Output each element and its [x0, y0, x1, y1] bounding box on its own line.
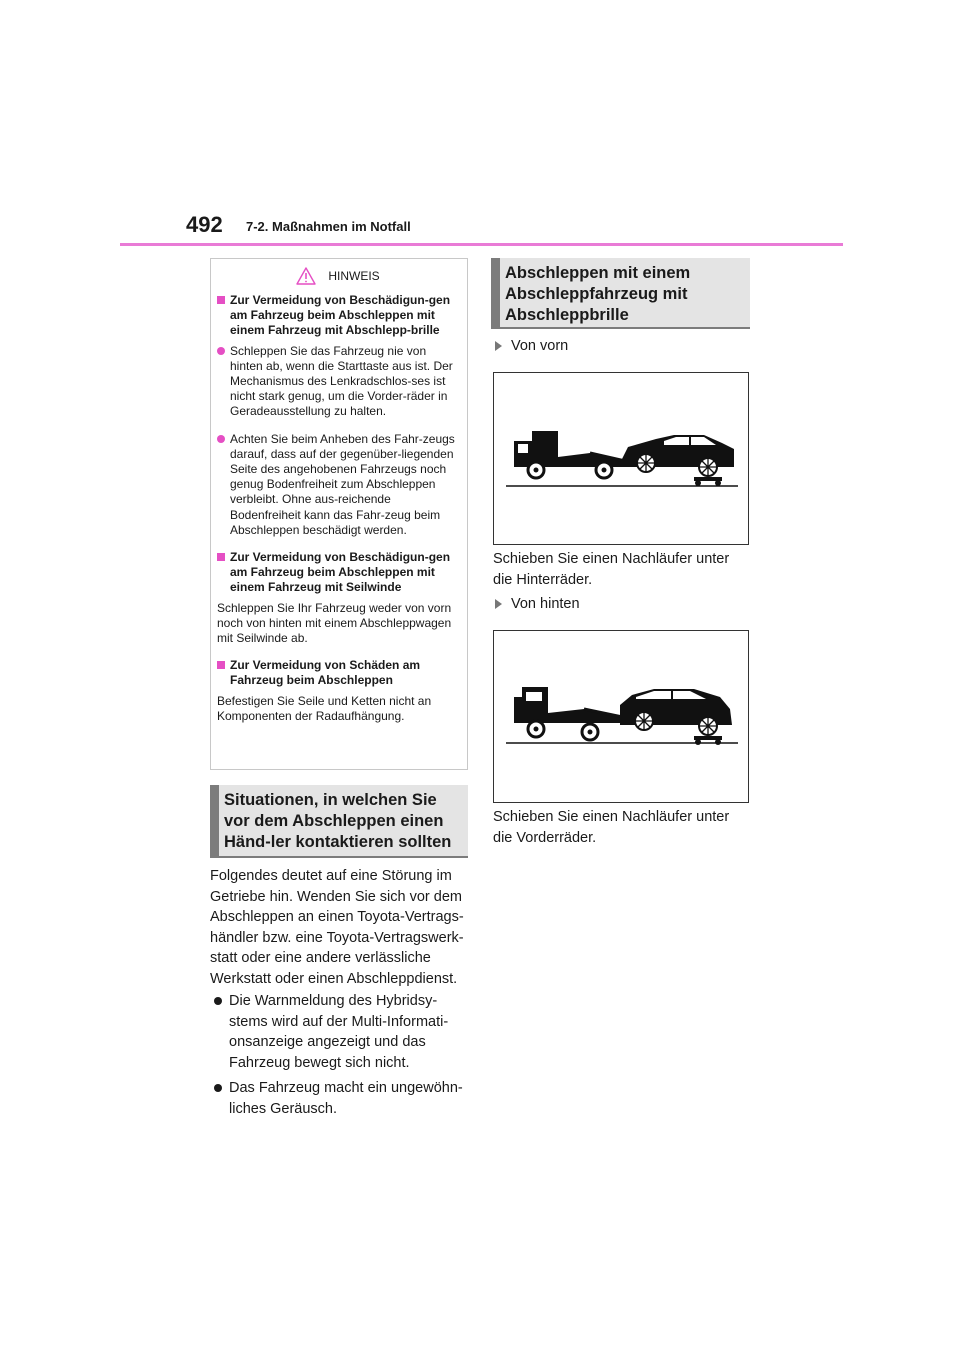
page-number: 492 — [186, 212, 223, 237]
section-heading-dealer-contact: Situationen, in welchen Sie vor dem Abschleppen einen Händ-ler kontaktieren sollten — [210, 785, 468, 858]
notice-header — [217, 259, 459, 293]
towed-vehicle-icon — [622, 435, 734, 486]
front-towing-label: Von vorn — [493, 336, 568, 356]
towed-vehicle-icon — [620, 689, 732, 745]
notice-bullet-ground-clearance: Achten Sie beim Anheben des Fahr-zeugs darauf, dass auf der gegenüber-liegenden Seite des angehobenen Fahrzeugs noch genug Bodenfreiheit zum Abschleppen verbleibt. Ohne aus-reichende Bodenfreiheit kann das Fahr-zeug beim Abschleppen beschädigt werden. — [217, 432, 459, 538]
notice-heading-glasses: Zur Vermeidung von Beschädigun-gen am Fahrzeug beim Abschleppen mit einem Fahrzeug mit Abschlepp-brille — [217, 293, 459, 339]
notice-text-winch: Schleppen Sie Ihr Fahrzeug weder von vorn noch von hinten mit einem Abschleppwagen mit Seilwinde ab. — [217, 600, 452, 646]
list-item: Das Fahrzeug macht ein ungewöhn-liches Geräusch. — [212, 1078, 472, 1119]
notice-text-suspension: Befestigen Sie Seile und Ketten nicht an Komponenten der Radaufhängung. — [217, 693, 432, 723]
notice-box — [210, 258, 468, 770]
section-reference: 7-2. Maßnahmen im Notfall — [246, 219, 411, 234]
notice-heading-suspension: Zur Vermeidung von Schäden am Fahrzeug beim Abschleppen — [217, 658, 459, 688]
notice-bullet-steering-lock: Schleppen Sie das Fahrzeug nie von hinten ab, wenn die Starttaste aus ist. Der Mechanismus des Lenkradschlos-ses ist nicht stark genug, um die Vorder-räder in Geradeausstellung zu halten. — [217, 344, 459, 420]
notice-heading-winch: Zur Vermeidung von Beschädigun-gen am Fahrzeug beim Abschleppen mit einem Fahrzeug mit Seilwinde — [217, 550, 459, 596]
section-heading-towing-glasses: Abschleppen mit einem Abschleppfahrzeug mit Abschleppbrille — [491, 258, 750, 329]
tow-truck-icon — [514, 431, 634, 478]
notice-title: HINWEIS — [328, 269, 380, 283]
list-item: Die Warnmeldung des Hybridsy-stems wird auf der Multi-Informati-onsanzeige angezeigt und das Fahrzeug bewegt sich nicht. — [212, 991, 472, 1073]
front-towing-figure — [493, 372, 749, 545]
rear-towing-figure — [493, 630, 749, 803]
rear-towing-caption: Schieben Sie einen Nachläufer unter die Vorderräder. — [493, 809, 730, 846]
warning-triangle-icon — [296, 267, 316, 285]
tow-truck-icon — [514, 687, 632, 740]
transmission-paragraph: Folgendes deutet auf eine Störung im Getriebe hin. Wenden Sie sich vor dem Abschleppen an einen Toyota-Vertrags-händler bzw. eine Toyota-Vertragswerk-statt oder eine andere verlässliche Werkstatt oder einen Abschleppdienst. — [210, 868, 464, 987]
rear-towing-label: Von hinten — [493, 594, 580, 614]
header-rule — [120, 243, 843, 246]
front-towing-caption: Schieben Sie einen Nachläufer unter die Hinterräder. — [493, 551, 730, 588]
